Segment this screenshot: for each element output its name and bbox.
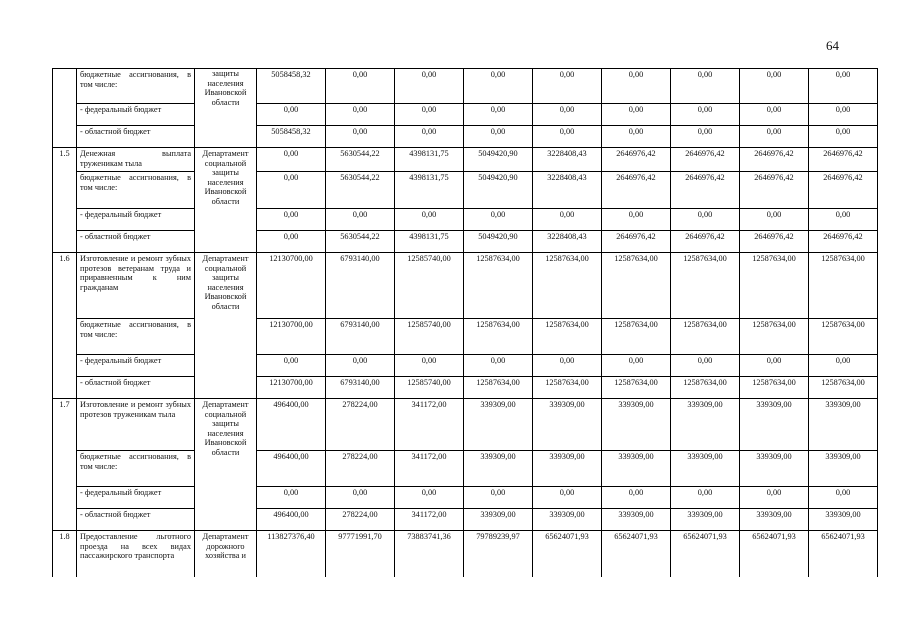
row-label: Изготовление и ремонт зубных протезов труженикам тыла — [77, 399, 195, 451]
amount-cell: 339309,00 — [533, 451, 602, 487]
budget-table — [52, 68, 878, 577]
section-index: 1.8 — [53, 531, 77, 577]
section-index — [53, 69, 77, 148]
amount-cell: 0,00 — [395, 69, 464, 104]
amount-cell: 0,00 — [602, 487, 671, 509]
amount-cell: 12585740,00 — [395, 319, 464, 355]
amount-cell: 2646976,42 — [671, 172, 740, 209]
amount-cell: 0,00 — [395, 209, 464, 231]
table-row — [53, 104, 878, 126]
amount-cell: 5049420,90 — [464, 148, 533, 172]
amount-cell: 0,00 — [395, 104, 464, 126]
responsible-organization: Департамент дорожного хозяйства и — [195, 531, 257, 577]
amount-cell: 6793140,00 — [326, 319, 395, 355]
amount-cell: 0,00 — [740, 69, 809, 104]
amount-cell: 0,00 — [533, 355, 602, 377]
amount-cell: 12587634,00 — [533, 377, 602, 399]
table-row — [53, 253, 878, 319]
amount-cell: 2646976,42 — [809, 172, 878, 209]
amount-cell: 4398131,75 — [395, 148, 464, 172]
amount-cell: 2646976,42 — [809, 148, 878, 172]
amount-cell: 0,00 — [809, 209, 878, 231]
amount-cell: 0,00 — [809, 69, 878, 104]
row-label: бюджетные ассигнования, в том числе: — [77, 319, 195, 355]
amount-cell: 3228408,43 — [533, 231, 602, 253]
amount-cell: 5058458,32 — [257, 69, 326, 104]
amount-cell: 0,00 — [326, 104, 395, 126]
amount-cell: 2646976,42 — [809, 231, 878, 253]
amount-cell: 0,00 — [464, 104, 533, 126]
responsible-organization: Департамент социальной защиты населения Ивановской области — [195, 148, 257, 253]
amount-cell: 12587634,00 — [533, 319, 602, 355]
amount-cell: 0,00 — [326, 487, 395, 509]
amount-cell: 12587634,00 — [671, 319, 740, 355]
amount-cell: 0,00 — [671, 126, 740, 148]
amount-cell: 0,00 — [602, 69, 671, 104]
amount-cell: 339309,00 — [464, 399, 533, 451]
amount-cell: 3228408,43 — [533, 172, 602, 209]
amount-cell: 12587634,00 — [602, 253, 671, 319]
amount-cell: 2646976,42 — [602, 148, 671, 172]
table-row — [53, 69, 878, 104]
table-row — [53, 231, 878, 253]
amount-cell: 12585740,00 — [395, 253, 464, 319]
amount-cell: 496400,00 — [257, 509, 326, 531]
amount-cell: 339309,00 — [602, 399, 671, 451]
table-row — [53, 451, 878, 487]
responsible-organization: Департамент социальной защиты населения Ивановской области — [195, 253, 257, 399]
page-number: 64 — [826, 38, 839, 53]
row-label: - областной бюджет — [77, 509, 195, 531]
amount-cell: 4398131,75 — [395, 231, 464, 253]
amount-cell: 12130700,00 — [257, 319, 326, 355]
amount-cell: 496400,00 — [257, 451, 326, 487]
amount-cell: 278224,00 — [326, 399, 395, 451]
amount-cell: 5630544,22 — [326, 172, 395, 209]
amount-cell: 0,00 — [533, 487, 602, 509]
amount-cell: 0,00 — [533, 126, 602, 148]
table-row — [53, 377, 878, 399]
amount-cell: 0,00 — [464, 209, 533, 231]
amount-cell: 0,00 — [257, 104, 326, 126]
table-row — [53, 487, 878, 509]
row-label: - областной бюджет — [77, 126, 195, 148]
amount-cell: 496400,00 — [257, 399, 326, 451]
amount-cell: 0,00 — [671, 355, 740, 377]
row-label: Денежная выплата труженикам тыла — [77, 148, 195, 172]
amount-cell: 65624071,93 — [602, 531, 671, 577]
amount-cell: 0,00 — [671, 209, 740, 231]
amount-cell: 339309,00 — [464, 451, 533, 487]
amount-cell: 339309,00 — [671, 509, 740, 531]
amount-cell: 278224,00 — [326, 451, 395, 487]
amount-cell: 73883741,36 — [395, 531, 464, 577]
amount-cell: 278224,00 — [326, 509, 395, 531]
amount-cell: 12587634,00 — [740, 253, 809, 319]
amount-cell: 0,00 — [533, 209, 602, 231]
table-row — [53, 319, 878, 355]
amount-cell: 0,00 — [602, 355, 671, 377]
amount-cell: 0,00 — [257, 148, 326, 172]
responsible-organization: Департамент социальной защиты населения Ивановской области — [195, 399, 257, 531]
amount-cell: 0,00 — [671, 104, 740, 126]
amount-cell: 0,00 — [326, 69, 395, 104]
amount-cell: 6793140,00 — [326, 377, 395, 399]
amount-cell: 12587634,00 — [809, 377, 878, 399]
amount-cell: 0,00 — [257, 231, 326, 253]
row-label: - областной бюджет — [77, 377, 195, 399]
table-row — [53, 355, 878, 377]
amount-cell: 339309,00 — [740, 451, 809, 487]
amount-cell: 65624071,93 — [740, 531, 809, 577]
amount-cell: 113827376,40 — [257, 531, 326, 577]
amount-cell: 339309,00 — [533, 399, 602, 451]
amount-cell: 12587634,00 — [740, 319, 809, 355]
amount-cell: 65624071,93 — [533, 531, 602, 577]
amount-cell: 0,00 — [464, 126, 533, 148]
table-row — [53, 209, 878, 231]
row-label: - федеральный бюджет — [77, 355, 195, 377]
row-label: бюджетные ассигнования, в том числе: — [77, 172, 195, 209]
amount-cell: 12587634,00 — [671, 377, 740, 399]
amount-cell: 0,00 — [395, 355, 464, 377]
amount-cell: 97771991,70 — [326, 531, 395, 577]
row-label: Изготовление и ремонт зубных протезов ветеранам труда и приравненным к ним гражданам — [77, 253, 195, 319]
amount-cell: 0,00 — [326, 209, 395, 231]
amount-cell: 5630544,22 — [326, 148, 395, 172]
table-row — [53, 399, 878, 451]
amount-cell: 12587634,00 — [671, 253, 740, 319]
amount-cell: 341172,00 — [395, 451, 464, 487]
amount-cell: 339309,00 — [533, 509, 602, 531]
row-label: - областной бюджет — [77, 231, 195, 253]
amount-cell: 12587634,00 — [809, 319, 878, 355]
amount-cell: 0,00 — [326, 126, 395, 148]
amount-cell: 0,00 — [533, 69, 602, 104]
amount-cell: 341172,00 — [395, 509, 464, 531]
amount-cell: 12130700,00 — [257, 377, 326, 399]
amount-cell: 2646976,42 — [602, 172, 671, 209]
amount-cell: 2646976,42 — [671, 231, 740, 253]
table-row — [53, 531, 878, 577]
table-row — [53, 126, 878, 148]
amount-cell: 12587634,00 — [464, 377, 533, 399]
amount-cell: 12587634,00 — [809, 253, 878, 319]
amount-cell: 0,00 — [326, 355, 395, 377]
amount-cell: 65624071,93 — [809, 531, 878, 577]
row-label: - федеральный бюджет — [77, 104, 195, 126]
amount-cell: 0,00 — [257, 209, 326, 231]
amount-cell: 79789239,97 — [464, 531, 533, 577]
amount-cell: 2646976,42 — [740, 172, 809, 209]
amount-cell: 0,00 — [602, 209, 671, 231]
amount-cell: 0,00 — [740, 209, 809, 231]
row-label: Предоставление льготного проезда на всех видах пассажирского транспорта — [77, 531, 195, 577]
amount-cell: 0,00 — [464, 355, 533, 377]
amount-cell: 339309,00 — [740, 399, 809, 451]
section-index: 1.7 — [53, 399, 77, 531]
table-row — [53, 172, 878, 209]
amount-cell: 339309,00 — [809, 451, 878, 487]
amount-cell: 12587634,00 — [602, 319, 671, 355]
amount-cell: 12587634,00 — [464, 319, 533, 355]
amount-cell: 0,00 — [740, 487, 809, 509]
amount-cell: 12587634,00 — [533, 253, 602, 319]
amount-cell: 339309,00 — [602, 451, 671, 487]
section-index: 1.6 — [53, 253, 77, 399]
amount-cell: 0,00 — [257, 487, 326, 509]
amount-cell: 5049420,90 — [464, 172, 533, 209]
amount-cell: 339309,00 — [671, 399, 740, 451]
amount-cell: 0,00 — [809, 104, 878, 126]
amount-cell: 12130700,00 — [257, 253, 326, 319]
amount-cell: 2646976,42 — [740, 148, 809, 172]
row-label: бюджетные ассигнования, в том числе: — [77, 69, 195, 104]
amount-cell: 0,00 — [257, 172, 326, 209]
row-label: - федеральный бюджет — [77, 487, 195, 509]
amount-cell: 5049420,90 — [464, 231, 533, 253]
amount-cell: 339309,00 — [809, 399, 878, 451]
amount-cell: 0,00 — [464, 487, 533, 509]
amount-cell: 2646976,42 — [740, 231, 809, 253]
amount-cell: 339309,00 — [602, 509, 671, 531]
amount-cell: 0,00 — [809, 487, 878, 509]
amount-cell: 339309,00 — [671, 451, 740, 487]
responsible-organization: защиты населения Ивановской области — [195, 69, 257, 148]
amount-cell: 339309,00 — [464, 509, 533, 531]
amount-cell: 0,00 — [533, 104, 602, 126]
amount-cell: 0,00 — [602, 126, 671, 148]
amount-cell: 339309,00 — [740, 509, 809, 531]
amount-cell: 0,00 — [671, 487, 740, 509]
row-label: - федеральный бюджет — [77, 209, 195, 231]
amount-cell: 341172,00 — [395, 399, 464, 451]
amount-cell: 5630544,22 — [326, 231, 395, 253]
amount-cell: 0,00 — [740, 104, 809, 126]
amount-cell: 5058458,32 — [257, 126, 326, 148]
amount-cell: 12585740,00 — [395, 377, 464, 399]
amount-cell: 0,00 — [809, 126, 878, 148]
row-label: бюджетные ассигнования, в том числе: — [77, 451, 195, 487]
amount-cell: 6793140,00 — [326, 253, 395, 319]
amount-cell: 0,00 — [809, 355, 878, 377]
section-index: 1.5 — [53, 148, 77, 253]
amount-cell: 12587634,00 — [740, 377, 809, 399]
amount-cell: 0,00 — [395, 126, 464, 148]
amount-cell: 339309,00 — [809, 509, 878, 531]
amount-cell: 3228408,43 — [533, 148, 602, 172]
amount-cell: 0,00 — [671, 69, 740, 104]
amount-cell: 4398131,75 — [395, 172, 464, 209]
amount-cell: 2646976,42 — [671, 148, 740, 172]
amount-cell: 65624071,93 — [671, 531, 740, 577]
table-row — [53, 509, 878, 531]
amount-cell: 0,00 — [257, 355, 326, 377]
amount-cell: 0,00 — [464, 69, 533, 104]
amount-cell: 0,00 — [602, 104, 671, 126]
amount-cell: 0,00 — [395, 487, 464, 509]
amount-cell: 12587634,00 — [602, 377, 671, 399]
amount-cell: 2646976,42 — [602, 231, 671, 253]
amount-cell: 0,00 — [740, 126, 809, 148]
amount-cell: 0,00 — [740, 355, 809, 377]
amount-cell: 12587634,00 — [464, 253, 533, 319]
table-row — [53, 148, 878, 172]
